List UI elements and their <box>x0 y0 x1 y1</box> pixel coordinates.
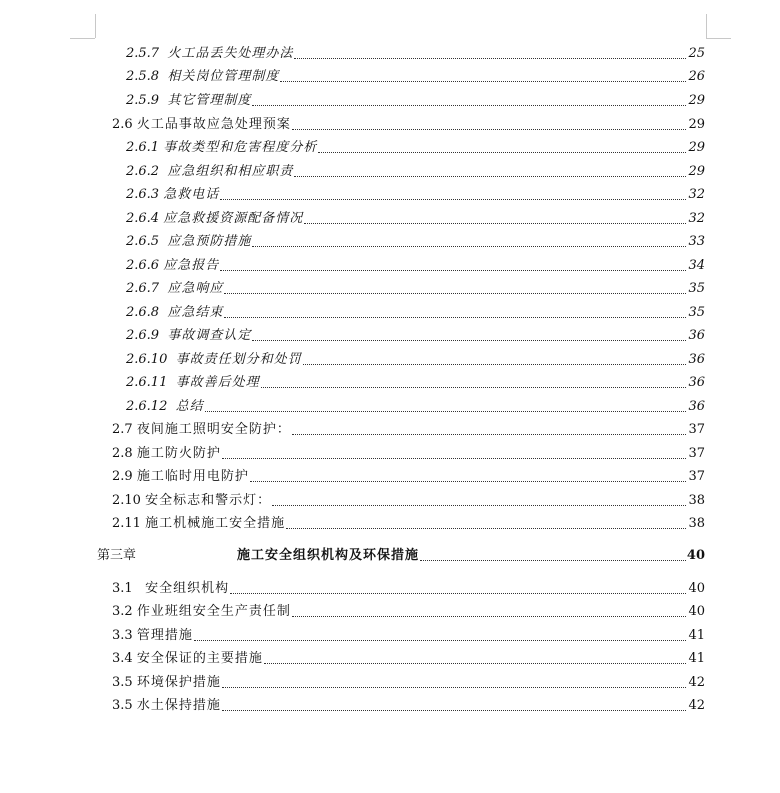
toc-entry-page-number: 35 <box>688 305 705 320</box>
toc-entry-page-number: 38 <box>688 516 705 531</box>
toc-entry-page-number: 29 <box>688 164 705 179</box>
toc-entry[interactable] <box>126 324 705 344</box>
toc-entry[interactable] <box>126 136 705 156</box>
toc-entry[interactable] <box>126 65 705 85</box>
toc-entry[interactable] <box>112 624 705 644</box>
toc-dot-leader <box>318 152 686 153</box>
toc-entry-page-number: 29 <box>688 140 705 155</box>
toc-entry-title: 水土保持措施 <box>136 698 221 713</box>
toc-entry-title: 作业班组安全生产责任制 <box>136 604 291 619</box>
toc-entry-spacer <box>133 581 145 597</box>
toc-entry-title: 火工品丢失处理办法 <box>167 46 294 61</box>
toc-entry-number: 2.7 <box>112 422 133 437</box>
toc-entry-spacer <box>167 375 175 391</box>
toc-entry[interactable] <box>126 395 705 415</box>
toc-entry[interactable] <box>126 230 705 250</box>
toc-entry[interactable] <box>112 647 705 667</box>
toc-entry[interactable] <box>112 512 705 532</box>
toc-entry-title: 施工临时用电防护 <box>136 469 249 484</box>
toc-entry-title: 管理措施 <box>136 628 193 643</box>
toc-dot-leader <box>222 458 686 459</box>
toc-entry-title: 应急结束 <box>167 305 224 320</box>
toc-entry-number: 2.6.10 <box>126 352 168 367</box>
toc-entry-spacer <box>159 69 167 85</box>
toc-entry-title: 急救电话 <box>163 187 220 202</box>
toc-entry-number: 2.6.6 <box>126 258 160 273</box>
toc-dot-leader <box>252 246 686 247</box>
toc-entry-spacer <box>159 328 167 344</box>
toc-entry-number: 2.6.9 <box>126 328 160 343</box>
toc-dot-leader <box>261 387 686 388</box>
toc-entry-page-number: 29 <box>688 93 705 108</box>
toc-entry-title: 事故善后处理 <box>175 375 260 390</box>
toc-entry-page-number: 25 <box>688 46 705 61</box>
toc-entry-page-number: 33 <box>688 234 705 249</box>
toc-entry-number: 2.6.3 <box>126 187 160 202</box>
toc-entry-title: 其它管理制度 <box>167 93 252 108</box>
toc-entry-title: 安全保证的主要措施 <box>136 651 263 666</box>
toc-dot-leader <box>205 411 686 412</box>
toc-entry-page-number: 26 <box>688 69 705 84</box>
toc-dot-leader <box>222 687 686 688</box>
toc-entry-page-number: 36 <box>688 399 705 414</box>
toc-entry-page-number: 36 <box>688 328 705 343</box>
toc-dot-leader <box>420 560 686 561</box>
toc-entry-spacer <box>167 352 175 368</box>
toc-entry-number: 2.6.8 <box>126 305 160 320</box>
toc-entry-number: 2.6.11 <box>126 375 168 390</box>
toc-entry-number: 2.6.12 <box>126 399 168 414</box>
toc-entry-page-number: 38 <box>688 493 705 508</box>
toc-entry-page-number: 29 <box>688 117 705 132</box>
toc-entry-number: 第三章 <box>97 548 137 563</box>
toc-entry-title: 事故责任划分和处罚 <box>175 352 302 367</box>
toc-entry[interactable] <box>126 89 705 109</box>
toc-entry-title: 环境保护措施 <box>136 675 221 690</box>
toc-dot-leader <box>272 505 686 506</box>
toc-entry-page-number: 36 <box>688 375 705 390</box>
toc-entry-page-number: 40 <box>688 581 705 596</box>
toc-entry-number: 2.5.9 <box>126 93 160 108</box>
toc-dot-leader <box>292 434 686 435</box>
toc-dot-leader <box>250 481 686 482</box>
toc-entry-page-number: 40 <box>686 548 705 563</box>
toc-entry[interactable] <box>112 694 705 714</box>
toc-dot-leader <box>224 317 686 318</box>
toc-entry-title: 总结 <box>175 399 204 414</box>
toc-entry-spacer <box>167 399 175 415</box>
toc-entry-title: 相关岗位管理制度 <box>167 69 280 84</box>
toc-entry-spacer <box>159 281 167 297</box>
toc-entry-number: 3.5 <box>112 675 133 690</box>
toc-entry-title: 应急报告 <box>163 258 220 273</box>
toc-entry-spacer <box>159 305 167 321</box>
toc-entry-page-number: 34 <box>688 258 705 273</box>
toc-entry-title: 火工品事故应急处理预案 <box>136 117 291 132</box>
toc-entry[interactable] <box>126 207 705 227</box>
toc-entry-number: 2.10 <box>112 493 141 508</box>
toc-entry-title: 施工安全组织机构及环保措施 <box>237 548 420 563</box>
toc-entry-title: 事故调查认定 <box>167 328 252 343</box>
toc-entry-number: 2.9 <box>112 469 133 484</box>
toc-dot-leader <box>194 640 686 641</box>
toc-dot-leader <box>292 616 686 617</box>
toc-dot-leader <box>286 528 686 529</box>
toc-entry-page-number: 32 <box>688 211 705 226</box>
toc-entry[interactable] <box>112 442 705 462</box>
toc-entry-page-number: 41 <box>688 628 705 643</box>
toc-entry-number: 3.1 <box>112 581 133 596</box>
toc-dot-leader <box>230 593 686 594</box>
toc-entry-number: 2.5.7 <box>126 46 160 61</box>
toc-entry-title: 安全标志和警示灯： <box>145 493 272 508</box>
toc-entry-spacer <box>159 93 167 109</box>
toc-dot-leader <box>264 663 686 664</box>
toc-entry[interactable] <box>126 42 705 62</box>
toc-entry-number: 2.11 <box>112 516 141 531</box>
toc-dot-leader <box>222 710 686 711</box>
toc-chapter-entry[interactable] <box>97 544 705 564</box>
toc-dot-leader <box>224 293 686 294</box>
toc-dot-leader <box>280 81 686 82</box>
toc-entry-page-number: 35 <box>688 281 705 296</box>
toc-entry[interactable] <box>126 277 705 297</box>
toc-entry-page-number: 37 <box>688 422 705 437</box>
toc-dot-leader <box>304 223 686 224</box>
toc-dot-leader <box>294 58 686 59</box>
toc-entry[interactable] <box>112 465 705 485</box>
toc-entry-number: 2.6.5 <box>126 234 160 249</box>
toc-dot-leader <box>303 364 686 365</box>
toc-dot-leader <box>220 270 686 271</box>
toc-entry[interactable] <box>112 418 705 438</box>
toc-entry-title: 夜间施工照明安全防护： <box>136 422 291 437</box>
toc-entry-number: 2.6 <box>112 117 133 132</box>
toc-entry-page-number: 41 <box>688 651 705 666</box>
toc-dot-leader <box>294 176 686 177</box>
toc-entry-spacer <box>159 46 167 62</box>
toc-entry-number: 2.8 <box>112 446 133 461</box>
toc-entry[interactable] <box>112 600 705 620</box>
toc-entry[interactable] <box>112 489 705 509</box>
toc-entry-title: 事故类型和危害程度分析 <box>163 140 318 155</box>
toc-entry[interactable] <box>126 254 705 274</box>
toc-entry-page-number: 40 <box>688 604 705 619</box>
toc-entry[interactable] <box>126 301 705 321</box>
toc-entry-number: 3.4 <box>112 651 133 666</box>
toc-dot-leader <box>252 105 686 106</box>
toc-entry-number: 3.5 <box>112 698 133 713</box>
toc-entry-title: 应急组织和相应职责 <box>167 164 294 179</box>
toc-entry-number: 2.6.4 <box>126 211 160 226</box>
toc-entry-page-number: 42 <box>688 675 705 690</box>
toc-entry[interactable] <box>126 160 705 180</box>
toc-entry-number: 3.2 <box>112 604 133 619</box>
toc-entry[interactable] <box>126 183 705 203</box>
toc-entry-number: 2.6.7 <box>126 281 160 296</box>
toc-entry-spacer <box>159 234 167 250</box>
toc-dot-leader <box>292 129 686 130</box>
toc-entry-title: 应急预防措施 <box>167 234 252 249</box>
toc-entry-number: 3.3 <box>112 628 133 643</box>
toc-entry-title: 应急响应 <box>167 281 224 296</box>
toc-entry-title: 应急救援资源配备情况 <box>163 211 304 226</box>
toc-entry[interactable] <box>126 371 705 391</box>
toc-entry[interactable] <box>112 577 705 597</box>
toc-entry-number: 2.5.8 <box>126 69 160 84</box>
toc-entry-number: 2.6.1 <box>126 140 160 155</box>
toc-entry-page-number: 32 <box>688 187 705 202</box>
toc-entry-page-number: 36 <box>688 352 705 367</box>
toc-entry[interactable] <box>126 348 705 368</box>
toc-entry-title: 安全组织机构 <box>145 581 230 596</box>
toc-entry-title: 施工机械施工安全措施 <box>145 516 286 531</box>
toc-dot-leader <box>220 199 686 200</box>
toc-entry-spacer <box>159 164 167 180</box>
toc-entry-title: 施工防火防护 <box>136 446 221 461</box>
toc-entry-page-number: 37 <box>688 469 705 484</box>
toc-entry-page-number: 37 <box>688 446 705 461</box>
toc-entry[interactable] <box>112 671 705 691</box>
toc-entry-page-number: 42 <box>688 698 705 713</box>
toc-entry-number: 2.6.2 <box>126 164 160 179</box>
toc-dot-leader <box>252 340 686 341</box>
toc-entry[interactable] <box>112 113 705 133</box>
